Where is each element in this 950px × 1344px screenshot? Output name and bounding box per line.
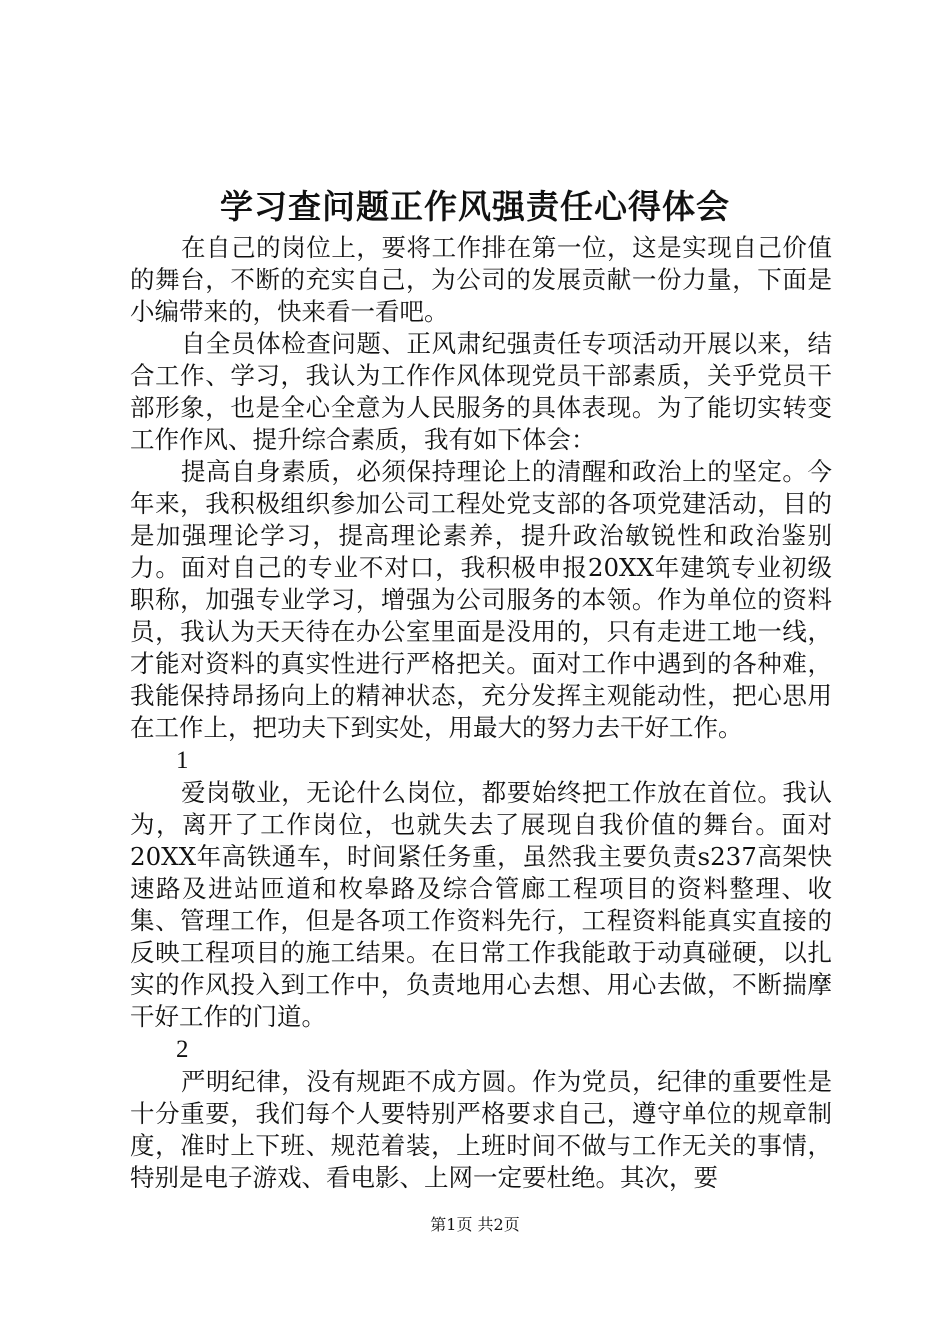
page-footer: 第1页 共2页 xyxy=(430,1215,520,1234)
section-number-1: 1 xyxy=(176,747,189,774)
paragraph-intro: 在自己的岗位上，要将工作排在第一位，这是实现自己价值的舞台，不断的充实自己，为公司的发展贡献一份力量，下面是小编带来的，快来看一看吧。 xyxy=(130,233,832,326)
document-body xyxy=(130,232,832,1194)
document-title: 学习查问题正作风强责任心得体会 xyxy=(220,187,730,226)
section-number-2: 2 xyxy=(176,1036,189,1063)
paragraph-self-improvement: 提高自身素质，必须保持理论上的清醒和政治上的坚定。今年来，我积极组织参加公司工程处党支部的各项党建活动，目的是加强理论学习，提高理论素养，提升政治敏锐性和政治鉴别力。面对自己的专业不对口，我积极申报20XX年建筑专业初级职称，加强专业学习，增强为公司服务的本领。作为单位的资料员，我认为天天待在办公室里面是没用的，只有走进工地一线，才能对资料的真实性进行严格把关。面对工作中遇到的各种难，我能保持昂扬向上的精神状态，充分发挥主观能动性，把心思用在工作上，把功夫下到实处，用最大的努力去干好工作。 xyxy=(130,457,832,742)
paragraph-background: 自全员体检查问题、正风肃纪强责任专项活动开展以来，结合工作、学习，我认为工作作风体现党员干部素质，关乎党员干部形象，也是全心全意为人民服务的具体表现。为了能切实转变工作作风、提升综合素质，我有如下体会： xyxy=(130,329,832,454)
paragraph-discipline: 严明纪律，没有规距不成方圆。作为党员，纪律的重要性是十分重要，我们每个人要特别严格要求自己，遵守单位的规章制度，准时上下班、规范着装，上班时间不做与工作无关的事情，特别是电子游戏、看电影、上网一定要杜绝。其次，要 xyxy=(130,1067,832,1192)
paragraph-dedication: 爱岗敬业，无论什么岗位，都要始终把工作放在首位。我认为，离开了工作岗位，也就失去了展现自我价值的舞台。面对20XX年高铁通车，时间紧任务重，虽然我主要负责s237高架快速路及进站匝道和枚皋路及综合管廊工程项目的资料整理、收集、管理工作，但是各项工作资料先行，工程资料能真实直接的反映工程项目的施工结果。在日常工作我能敢于动真碰硬，以扎实的作风投入到工作中，负责地用心去想、用心去做，不断揣摩干好工作的门道。 xyxy=(130,778,832,1031)
